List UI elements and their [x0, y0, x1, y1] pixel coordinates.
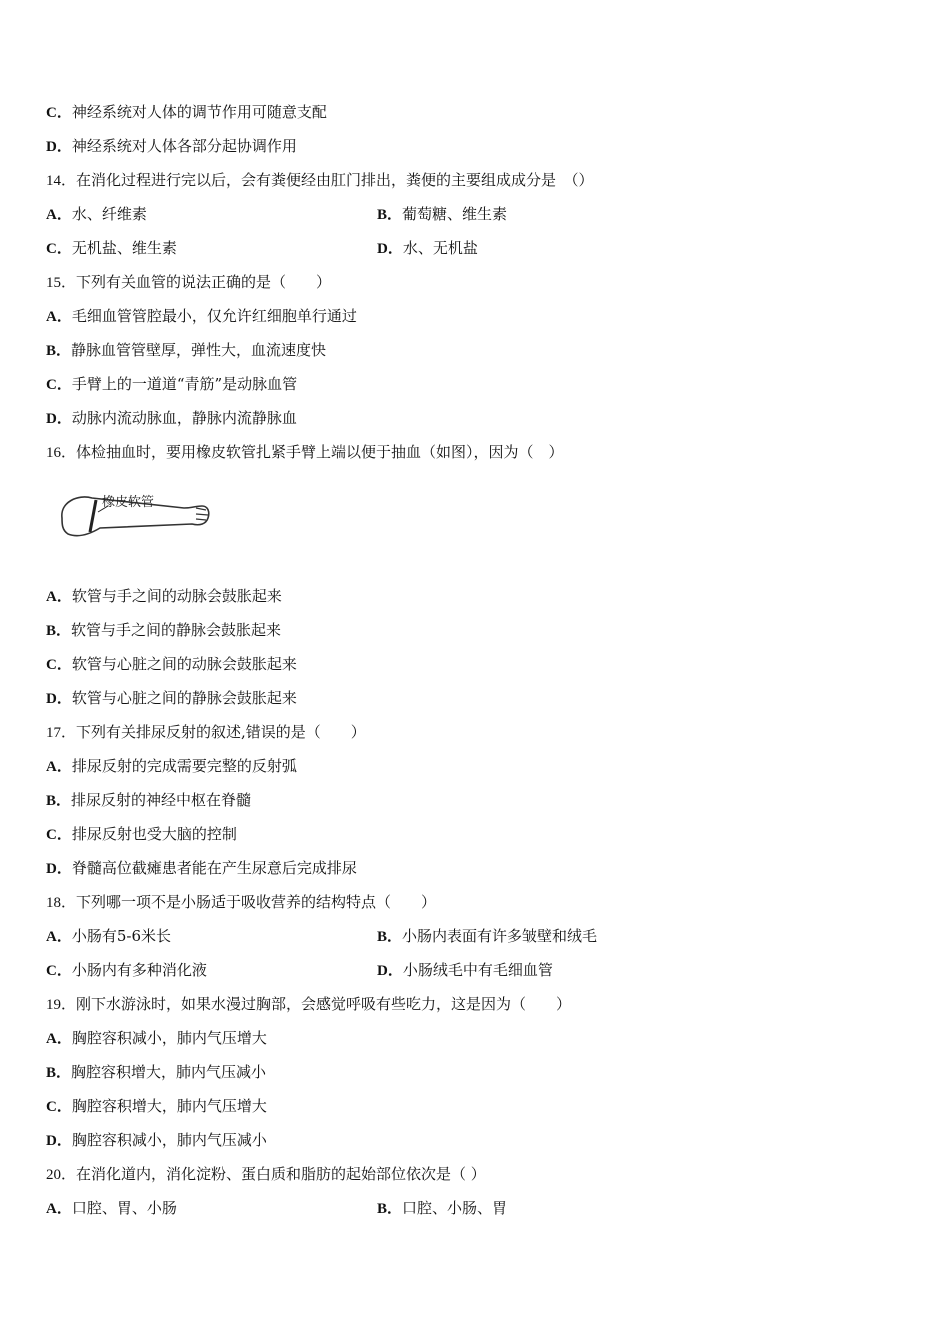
option-text: 软管与手之间的静脉会鼓胀起来	[71, 621, 282, 639]
option-text: 神经系统对人体各部分起协调作用	[71, 137, 297, 155]
option-label: A．	[46, 1201, 72, 1217]
option-label: C．	[46, 1099, 72, 1115]
q16-stem	[46, 442, 564, 463]
option-label: B．	[377, 929, 403, 945]
q17-option-d	[46, 858, 357, 879]
q19-option-b	[46, 1062, 266, 1083]
option-label: B．	[46, 343, 72, 359]
q19-option-c	[46, 1096, 267, 1117]
q16-option-a	[46, 586, 282, 607]
option-text: 排尿反射的神经中枢在脊髓	[71, 791, 252, 809]
option-text: 水、纤维素	[71, 205, 147, 223]
q16-option-b	[46, 620, 281, 641]
question-number: 17．	[46, 725, 77, 741]
question-text: 下列有关血管的说法正确的是（ ）	[76, 273, 332, 291]
q20-stem	[46, 1164, 486, 1185]
option-text: 胸腔容积减小，肺内气压减小	[71, 1131, 267, 1149]
q15-option-d	[46, 408, 297, 429]
q15-option-c	[46, 374, 297, 395]
option-label: A．	[46, 929, 72, 945]
q20-option-a	[46, 1198, 177, 1219]
option-text: 软管与心脏之间的动脉会鼓胀起来	[71, 655, 297, 673]
option-text: 小肠有5-6米长	[71, 927, 171, 945]
q17-option-a	[46, 756, 297, 777]
option-label: A．	[46, 1031, 72, 1047]
q19-option-d	[46, 1130, 267, 1151]
option-label: D．	[377, 241, 403, 257]
option-text: 动脉内流动脉血，静脉内流静脉血	[71, 409, 297, 427]
arm-tourniquet-figure	[56, 488, 216, 544]
option-label: D．	[46, 139, 72, 155]
question-text: 下列哪一项不是小肠适于吸收营养的结构特点（ ）	[76, 893, 437, 911]
option-label: D．	[46, 861, 72, 877]
option-text: 静脉血管管壁厚，弹性大，血流速度快	[71, 341, 327, 359]
option-text: 手臂上的一道道“青筋”是动脉血管	[71, 375, 298, 393]
q14-option-a	[46, 204, 147, 225]
arm-illustration	[56, 488, 216, 544]
option-label: D．	[377, 963, 403, 979]
option-label: A．	[46, 207, 72, 223]
option-label: B．	[46, 793, 72, 809]
option-label: D．	[46, 1133, 72, 1149]
option-text: 胸腔容积增大，肺内气压增大	[71, 1097, 267, 1115]
q15-stem	[46, 272, 331, 293]
q18-option-c	[46, 960, 207, 981]
q18-option-a	[46, 926, 171, 947]
option-text: 小肠内表面有许多皱壁和绒毛	[402, 927, 598, 945]
option-text: 小肠绒毛中有毛细血管	[402, 961, 553, 979]
q14-option-b	[377, 204, 507, 225]
option-text: 小肠内有多种消化液	[71, 961, 207, 979]
q19-stem	[46, 994, 571, 1015]
q14-option-d	[377, 238, 478, 259]
option-text: 口腔、小肠、胃	[402, 1199, 508, 1217]
question-text: 刚下水游泳时，如果水漫过胸部，会感觉呼吸有些吃力，这是因为（ ）	[76, 995, 572, 1013]
option-text: 水、无机盐	[402, 239, 478, 257]
option-label: C．	[46, 105, 72, 121]
q17-option-c	[46, 824, 237, 845]
option-label: A．	[46, 759, 72, 775]
option-text: 神经系统对人体的调节作用可随意支配	[71, 103, 327, 121]
question-number: 14．	[46, 173, 77, 189]
question-number: 19．	[46, 997, 77, 1013]
question-text: 体检抽血时，要用橡皮软管扎紧手臂上端以便于抽血（如图），因为（ ）	[76, 443, 564, 461]
q13-option-d	[46, 136, 297, 157]
option-label: B．	[46, 623, 72, 639]
option-text: 无机盐、维生素	[71, 239, 177, 257]
q20-option-b	[377, 1198, 507, 1219]
option-text: 口腔、胃、小肠	[71, 1199, 177, 1217]
question-text: 下列有关排尿反射的叙述,错误的是（ ）	[76, 723, 366, 741]
option-text: 排尿反射也受大脑的控制	[71, 825, 237, 843]
option-text: 毛细血管管腔最小，仅允许红细胞单行通过	[71, 307, 357, 325]
question-number: 20．	[46, 1167, 77, 1183]
q17-stem	[46, 722, 366, 743]
q18-stem	[46, 892, 436, 913]
question-number: 18．	[46, 895, 77, 911]
q16-option-c	[46, 654, 297, 675]
option-label: C．	[46, 377, 72, 393]
option-text: 排尿反射的完成需要完整的反射弧	[71, 757, 297, 775]
q18-option-b	[377, 926, 597, 947]
option-label: D．	[46, 691, 72, 707]
q16-option-d	[46, 688, 297, 709]
q15-option-a	[46, 306, 357, 327]
q14-option-c	[46, 238, 177, 259]
question-text: 在消化过程进行完以后，会有粪便经由肛门排出，粪便的主要组成成分是 （）	[76, 171, 594, 189]
option-label: C．	[46, 827, 72, 843]
q18-option-d	[377, 960, 553, 981]
q17-option-b	[46, 790, 251, 811]
question-number: 15．	[46, 275, 77, 291]
q19-option-a	[46, 1028, 267, 1049]
option-label: B．	[377, 207, 403, 223]
q14-stem	[46, 170, 594, 191]
q13-option-c	[46, 102, 327, 123]
option-text: 脊髓高位截瘫患者能在产生尿意后完成排尿	[71, 859, 357, 877]
option-text: 胸腔容积增大，肺内气压减小	[71, 1063, 267, 1081]
option-label: C．	[46, 657, 72, 673]
option-label: B．	[377, 1201, 403, 1217]
question-text: 在消化道内，消化淀粉、蛋白质和脂肪的起始部位依次是（ ）	[76, 1165, 486, 1183]
question-number: 16．	[46, 445, 77, 461]
tourniquet-label: 橡皮软管	[102, 495, 155, 510]
q15-option-b	[46, 340, 326, 361]
option-label: B．	[46, 1065, 72, 1081]
option-text: 葡萄糖、维生素	[402, 205, 508, 223]
option-label: D．	[46, 411, 72, 427]
option-text: 胸腔容积减小，肺内气压增大	[71, 1029, 267, 1047]
option-label: A．	[46, 589, 72, 605]
option-label: C．	[46, 241, 72, 257]
option-text: 软管与心脏之间的静脉会鼓胀起来	[71, 689, 297, 707]
option-text: 软管与手之间的动脉会鼓胀起来	[71, 587, 282, 605]
option-label: C．	[46, 963, 72, 979]
option-label: A．	[46, 309, 72, 325]
